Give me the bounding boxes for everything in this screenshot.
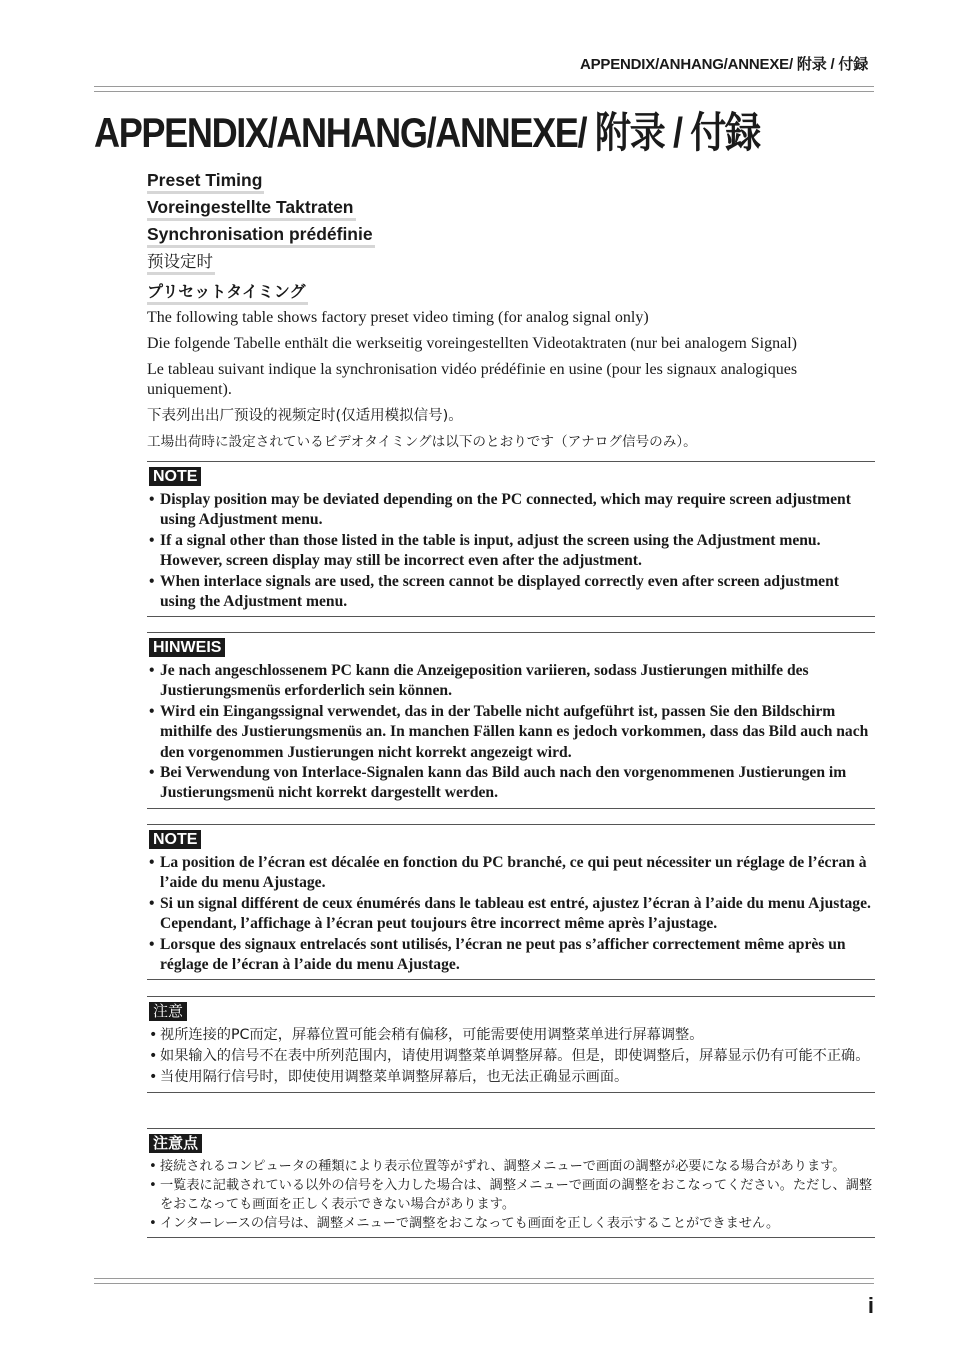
list-item: • 如果输入的信号不在表中所列范围内，请使用调整菜单调整屏幕。但是，即使调整后，屏幕显示仍有可能不正确。 bbox=[147, 1046, 875, 1067]
list-item: • Si un signal différent de ceux énumérés dans le tableau est entré, ajustez l’écran à l’aide du menu Ajustage. Cependant, l’affichage à l’écran peut toujours être incorrect même après l’ajustage. bbox=[147, 894, 875, 935]
heading-german: Voreingestellte Taktraten bbox=[147, 197, 356, 221]
header-rule bbox=[94, 86, 874, 92]
list-item: • インターレースの信号は、調整メニューで調整をおこなっても画面を正しく表示することができません。 bbox=[147, 1214, 875, 1233]
heading-english: Preset Timing bbox=[147, 170, 264, 194]
intro-french: Le tableau suivant indique la synchronisation vidéo prédéfinie en usine (pour les signaux analogiques uniquement). bbox=[147, 361, 798, 398]
list-item: • Wird ein Eingangssignal verwendet, das in der Tabelle nicht aufgeführt ist, passen Sie den Bildschirm mithilfe des Justierungsmenüs an. In manchen Fällen kann es jedoch vorkommen, dass das Bild auch nach den vorgenommen Justierungen nicht korrekt angezeigt wird. bbox=[147, 702, 875, 763]
heading-japanese: プリセットタイミング bbox=[147, 281, 308, 305]
list-item: • Display position may be deviated depending on the PC connected, which may require screen adjustment using Adjustment menu. bbox=[147, 490, 875, 531]
note-badge: NOTE bbox=[149, 830, 201, 849]
note-badge: HINWEIS bbox=[149, 638, 225, 657]
note-list bbox=[147, 1025, 875, 1088]
list-item: • 一覧表に記載されている以外の信号を入力した場合は、調整メニューで画面の調整をおこなってください。ただし、調整をおこなっても画面を正しく表示できない場合があります。 bbox=[147, 1176, 875, 1214]
note-box-german bbox=[147, 632, 875, 809]
note-list bbox=[147, 853, 875, 975]
note-list bbox=[147, 490, 875, 612]
note-box-chinese bbox=[147, 996, 875, 1093]
list-item: • 当使用隔行信号时，即使使用调整菜单调整屏幕后，也无法正确显示画面。 bbox=[147, 1067, 875, 1088]
intro-japanese: 工場出荷時に設定されているビデオタイミングは以下のとおりです（アナログ信号のみ）。 bbox=[147, 434, 697, 450]
footer-rule bbox=[94, 1278, 874, 1284]
list-item: • Bei Verwendung von Interlace-Signalen kann das Bild auch nach den vorgenommenen Justierungen im Justierungsmenü nicht korrekt dargestellt werden. bbox=[147, 763, 875, 804]
note-badge: 注意 bbox=[149, 1002, 187, 1021]
list-item: • When interlace signals are used, the screen cannot be displayed correctly even after screen adjustment using the Adjustment menu. bbox=[147, 572, 875, 613]
note-badge: 注意点 bbox=[149, 1134, 202, 1153]
note-box-japanese bbox=[147, 1128, 875, 1238]
heading-french: Synchronisation prédéfinie bbox=[147, 224, 375, 248]
intro-text bbox=[147, 308, 877, 458]
note-box-english bbox=[147, 461, 875, 617]
list-item: • Je nach angeschlossenem PC kann die Anzeigeposition variieren, sodass Justierungen mithilfe des Justierungsmenüs erforderlich sein können. bbox=[147, 661, 875, 702]
note-badge: NOTE bbox=[149, 467, 201, 486]
page-number: i bbox=[867, 1293, 874, 1318]
note-box-french bbox=[147, 824, 875, 980]
intro-chinese: 下表列出出厂预设的视频定时(仅适用模拟信号)。 bbox=[147, 408, 463, 424]
intro-german: Die folgende Tabelle enthält die werkseitig voreingestellten Videotaktraten (nur bei analogem Signal) bbox=[147, 335, 797, 352]
section-headings bbox=[147, 170, 375, 308]
list-item: • If a signal other than those listed in the table is input, adjust the screen using the Adjustment menu. However, screen display may still be incorrect even after the adjustment. bbox=[147, 531, 875, 572]
list-item: • 视所连接的PC而定，屏幕位置可能会稍有偏移，可能需要使用调整菜单进行屏幕调整。 bbox=[147, 1025, 875, 1046]
note-list bbox=[147, 661, 875, 804]
list-item: • 接続されるコンピュータの種類により表示位置等がずれ、調整メニューで画面の調整が必要になる場合があります。 bbox=[147, 1157, 875, 1176]
running-header: APPENDIX/ANHANG/ANNEXE/ 附录 / 付録 bbox=[580, 56, 868, 73]
heading-chinese: 预设定时 bbox=[147, 251, 215, 275]
intro-english: The following table shows factory preset video timing (for analog signal only) bbox=[147, 309, 649, 326]
note-list bbox=[147, 1157, 875, 1233]
list-item: • La position de l’écran est décalée en fonction du PC branché, ce qui peut nécessiter un réglage de l’écran à l’aide du menu Ajustage. bbox=[147, 853, 875, 894]
list-item: • Lorsque des signaux entrelacés sont utilisés, l’écran ne peut pas s’afficher correctement même après un réglage de l’écran à l’aide du menu Ajustage. bbox=[147, 935, 875, 976]
page-title: APPENDIX/ANHANG/ANNEXE/ 附录 / 付録 bbox=[94, 109, 760, 156]
